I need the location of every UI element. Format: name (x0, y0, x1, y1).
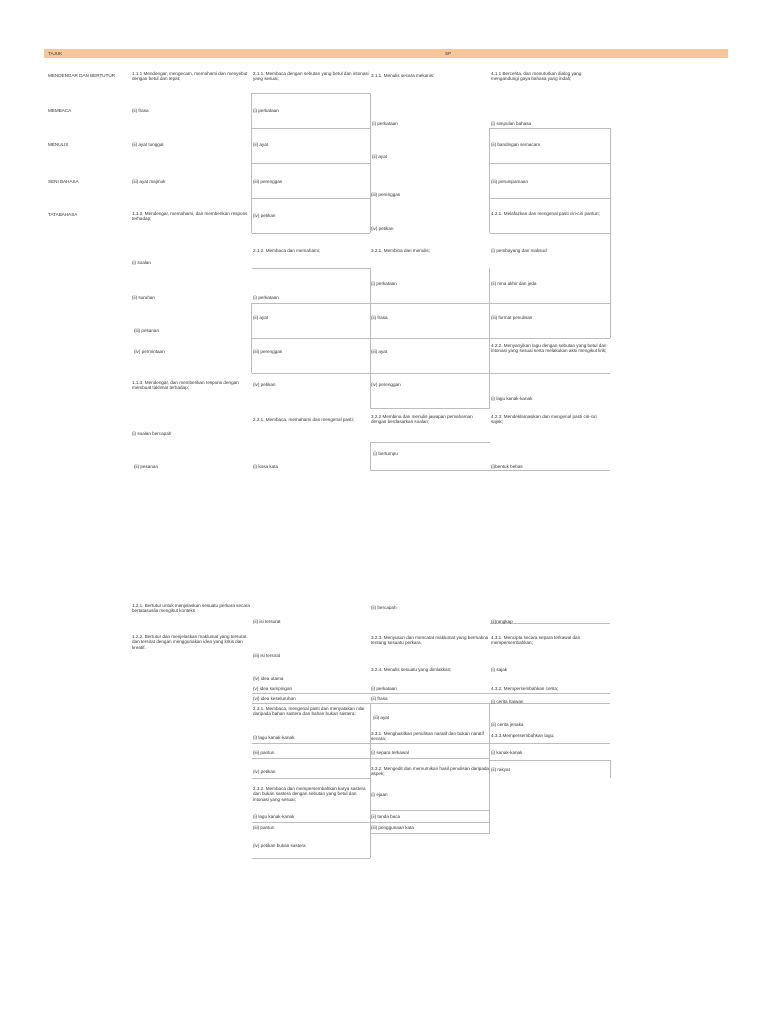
grid-line (610, 233, 611, 338)
grid-line (252, 233, 370, 234)
item-isi-tersirat: (iii) isi tersirat (253, 653, 281, 658)
standard-1-2-1: 1.2.1. Bertutur untuk menjelaskan sesuatu perkara secara bertatasusila mengikut konteks (132, 603, 250, 614)
item-tanda-baca: (ii) tanda baca (371, 814, 401, 819)
item-kanak-kanak: (i) kanak-kanak (491, 750, 523, 755)
standard-4-3-1: 4.3.1. Mencipta secara separa terkawal dan mempersembahkan; (491, 635, 581, 646)
item-bandingan-semacam: (ii) bandingan semacam (491, 142, 541, 147)
item-petikan: (iv) petikan (253, 213, 276, 218)
item-rakyat: (ii) rakyat (491, 767, 510, 772)
item-permintaan: (iv) permintaan (134, 349, 165, 354)
grid-line (370, 703, 490, 704)
grid-line (370, 303, 490, 304)
item-perenggan: (iii) perenggan (253, 179, 283, 184)
item-ayat-2: (ii) ayat (253, 315, 269, 320)
grid-line (490, 198, 610, 199)
item-ayat-majmuk: (iii) ayat majmuk (132, 179, 166, 184)
standard-3-2-4: 3.2.4. Menulis sesuatu yang dimlakkan; (371, 667, 452, 672)
item-petikan-bukan-sastera: (iv) petikan bukan sastera (253, 843, 306, 848)
grid-line (490, 338, 610, 339)
item-ayat-3: (ii) ayat (372, 154, 388, 159)
standard-4-3-3: 4.3.3.Mempersembahkan lagu; (491, 733, 555, 738)
item-isi-tersurat: (ii) isi tersurat (253, 619, 281, 624)
item-sajak: (i) sajak (491, 667, 508, 672)
grid-line (490, 233, 610, 234)
item-penggunaan-kata: (iii) penggunaan kata (371, 825, 414, 830)
item-perumpamaan: (iii) perumpamaan (491, 179, 529, 184)
standard-3-3-1: 3.3.1. Menghasilkan penulisan naratif dan bukan naratif secara; (371, 731, 484, 742)
grid-line (489, 703, 490, 833)
item-bertumpu: (i) bertumpu (373, 451, 398, 456)
header-tajuk: TAJUK (48, 51, 63, 56)
table-header (44, 49, 728, 58)
grid-line (252, 822, 370, 823)
grid-line (252, 128, 370, 129)
standard-4-2-1: 4.2.1. Melafazkan dan mengenal pasti ciri-ciri pantun; (491, 211, 600, 216)
item-bercapah: (ii) bercapah (371, 605, 397, 610)
grid-line (490, 373, 610, 374)
item-ayat-tunggal: (ii) ayat tunggal (132, 142, 164, 147)
row-label-menulis: MENULIS (48, 142, 69, 147)
item-perenggan-2: (iii) perenggan (253, 349, 283, 354)
grid-line (490, 303, 610, 304)
item-soalan-bercapah: (i) soalan bercapah (132, 431, 172, 436)
grid-line (370, 703, 371, 858)
item-simpulan-bahasa: (i) simpulan bahasa (491, 121, 532, 126)
item-cerita-jenaka: (ii) cerita jenaka (491, 722, 524, 727)
row-label-tatabahasa: TATABAHASA (48, 212, 78, 217)
item-perkataan-3: (i) perkataan (372, 121, 398, 126)
grid-line (370, 93, 371, 233)
grid-line (370, 442, 490, 443)
item-pesanan: (iii) pesanan (134, 328, 160, 333)
item-ejaan: (i) ejaan (371, 792, 388, 797)
grid-line (370, 470, 610, 471)
standard-4-1-1: 4.1.1 Bercerita, dan menuturkan dialog yang mengandungi gaya bahasa yang indah; (491, 71, 582, 82)
item-perenggan-3: (iii) perenggan (371, 192, 401, 197)
grid-line (370, 408, 490, 409)
standard-3-2-1: 3.2.1. Membina dan menulis; (371, 248, 430, 253)
grid-line (490, 128, 610, 129)
item-lagu-kanak-kanak-2: (i) lagu kanak-kanak (253, 814, 295, 819)
standard-1-1-1: 1.1.1 Mendengar, mengecam, memahami dan menyebut dengan betul dan tepat; (132, 71, 248, 82)
standard-1-2-2: 1.2.2. Bertutur dan menjelaskan maklumat yang tersurat dan tersirat dengan menggunakan idea yang kritis dan kreatif. (132, 634, 247, 650)
item-perenggan-4: (iv) perenggan (371, 382, 401, 387)
grid-line (370, 822, 490, 823)
item-perkataan-4: (i) perkataan (371, 281, 397, 286)
standard-2-3-1: 2.3.1. Membaca, mengenal pasti dan menyatakan nilai daripada bahan sastera dan bahan bukan sastera; (253, 706, 365, 717)
grid-line (252, 93, 370, 94)
grid-line (252, 163, 370, 164)
item-kosa-kata: (i) kosa kata (253, 464, 279, 469)
item-petikan-2: (iv) petikan (253, 382, 276, 387)
grid-line (252, 198, 370, 199)
grid-line (490, 760, 610, 761)
item-cerita-haiwan: (i) cerita haiwan (491, 699, 524, 704)
grid-line (370, 810, 490, 811)
grid-line (252, 338, 370, 339)
grid-line (370, 442, 371, 470)
grid-line (252, 758, 370, 759)
grid-line (252, 268, 370, 269)
row-label-seni-bahasa: SENI BAHASA (48, 179, 79, 184)
grid-line (610, 128, 611, 233)
standard-3-2-2: 3.2.2 Membina dan menulis jawapan pemahaman dengan berdasarkan soalan; (371, 414, 473, 425)
item-petikan-4: (iv) petikan (371, 226, 394, 231)
row-label-membaca: MEMBACA (48, 108, 72, 113)
grid-line (252, 743, 370, 744)
item-perkataan-5: (i) perkataan (371, 686, 397, 691)
item-perkataan: (i) perkataan (253, 108, 279, 113)
grid-line (490, 163, 610, 164)
item-ayat-5: (iii) ayat (373, 715, 390, 720)
header-sp: SP (445, 51, 452, 56)
item-idea-sampingan: (v) idea sampingan (253, 686, 293, 691)
grid-line (370, 338, 490, 339)
standard-2-3-2: 2.3.2. Membaca dan mempersembahkan karya sastera dan bukan sastera dengan sebutan yang betul dan intonasi yang sesuai; (253, 786, 366, 802)
item-frasa-3: (ii) frasa (371, 696, 388, 701)
standard-1-1-2: 1.1.2. Mendengar, memahami, dan memberikan respons terhadap; (132, 211, 248, 222)
item-pembayang-dan-maksud: (i) pembayang dan maksud (491, 248, 547, 253)
standard-3-2-3: 3.2.3. Menyusun dan mencatat maklumat yang bermakna tentang sesuatu perkara. (371, 635, 489, 646)
standard-2-1-2: 2.1.2. Membaca dan memahami; (253, 248, 321, 253)
row-label-mendengar: MENDENGAR DAN BERTUTUR (48, 73, 116, 78)
standard-4-3-2: 4.3.2. Mempersembahkan cerita; (491, 686, 559, 691)
grid-line (252, 693, 370, 694)
item-frasa-2: (ii) frasa (371, 315, 388, 320)
grid-line (370, 833, 490, 834)
standard-3-3-2: 3.3.2. Mengedit dan memurnikan hasil penulisan daripada aspek; (371, 766, 489, 777)
item-frasa: (ii) frasa (132, 108, 149, 113)
item-pantun: (iii) pantun (253, 750, 275, 755)
grid-line (252, 373, 370, 374)
item-suruhan: (ii) suruhan (132, 295, 155, 300)
item-pesanan-2: (ii) pesanan (134, 464, 159, 469)
item-perkataan-2: (i) perkataan (253, 295, 279, 300)
grid-line (489, 128, 490, 233)
item-lagu-kanak-kanak: (i) lagu kanak-kanak (253, 735, 295, 740)
grid-line (370, 693, 610, 694)
grid-line (610, 760, 611, 778)
grid-line (252, 303, 370, 304)
standard-2-1-1: 2.1.1. Membaca dengan sebutan yang betul dan intonasi yang sesuai; (253, 71, 369, 82)
item-pantun-2: (iii) pantun (253, 825, 275, 830)
item-soalan: (i) soalan (132, 260, 151, 265)
item-bentuk-bebas: (i)bentuk bebas (491, 464, 523, 469)
item-format-penulisan: (iii) format penulisan (491, 315, 533, 320)
standard-4-2-3: 4.2.3. Mendeklamasikan dan mengenal pasti ciri-ciri sajak; (491, 414, 597, 425)
grid-line (252, 778, 370, 779)
item-idea-keseluruhan: (vi) idea keseluruhan (253, 696, 296, 701)
grid-line (370, 743, 610, 744)
standard-4-2-2: 4.2.2. Menyanyikan lagu dengan sebutan yang betul dan intonasi yang sesuai serta melakukan aksi mengikut lirik; (491, 343, 607, 354)
item-petikan-3: (iv) petikan (253, 769, 276, 774)
item-separa-terkawal: (i) separa terkawal (371, 750, 409, 755)
grid-line (251, 303, 252, 373)
grid-line (370, 373, 490, 374)
item-rima-akhir-dan-jeda: (ii) rima akhir dan jeda (491, 281, 537, 286)
grid-line (370, 758, 490, 759)
standard-1-1-3: 1.1.3. Mendengar, dan memberikan respons dengan membuat taklimat terhadap; (132, 380, 239, 391)
item-idea-utama: (iv) idea utama (253, 676, 284, 681)
grid-line (252, 858, 370, 859)
grid-line (252, 703, 370, 704)
standard-2-2-1: 2.2.1. Membaca, memahami dan mengenal pasti; (253, 417, 354, 422)
item-rangkap: (ii)rangkap (491, 619, 513, 624)
standard-3-1-1: 3.1.1. Menulis secara mekanis; (371, 73, 435, 78)
item-ayat: (ii) ayat (253, 142, 269, 147)
grid-line (251, 93, 252, 233)
item-lagu-kanak-kanak-3: (i) lagu kanak-kanak (491, 396, 533, 401)
item-ayat-4: (iii) ayat (371, 349, 388, 354)
